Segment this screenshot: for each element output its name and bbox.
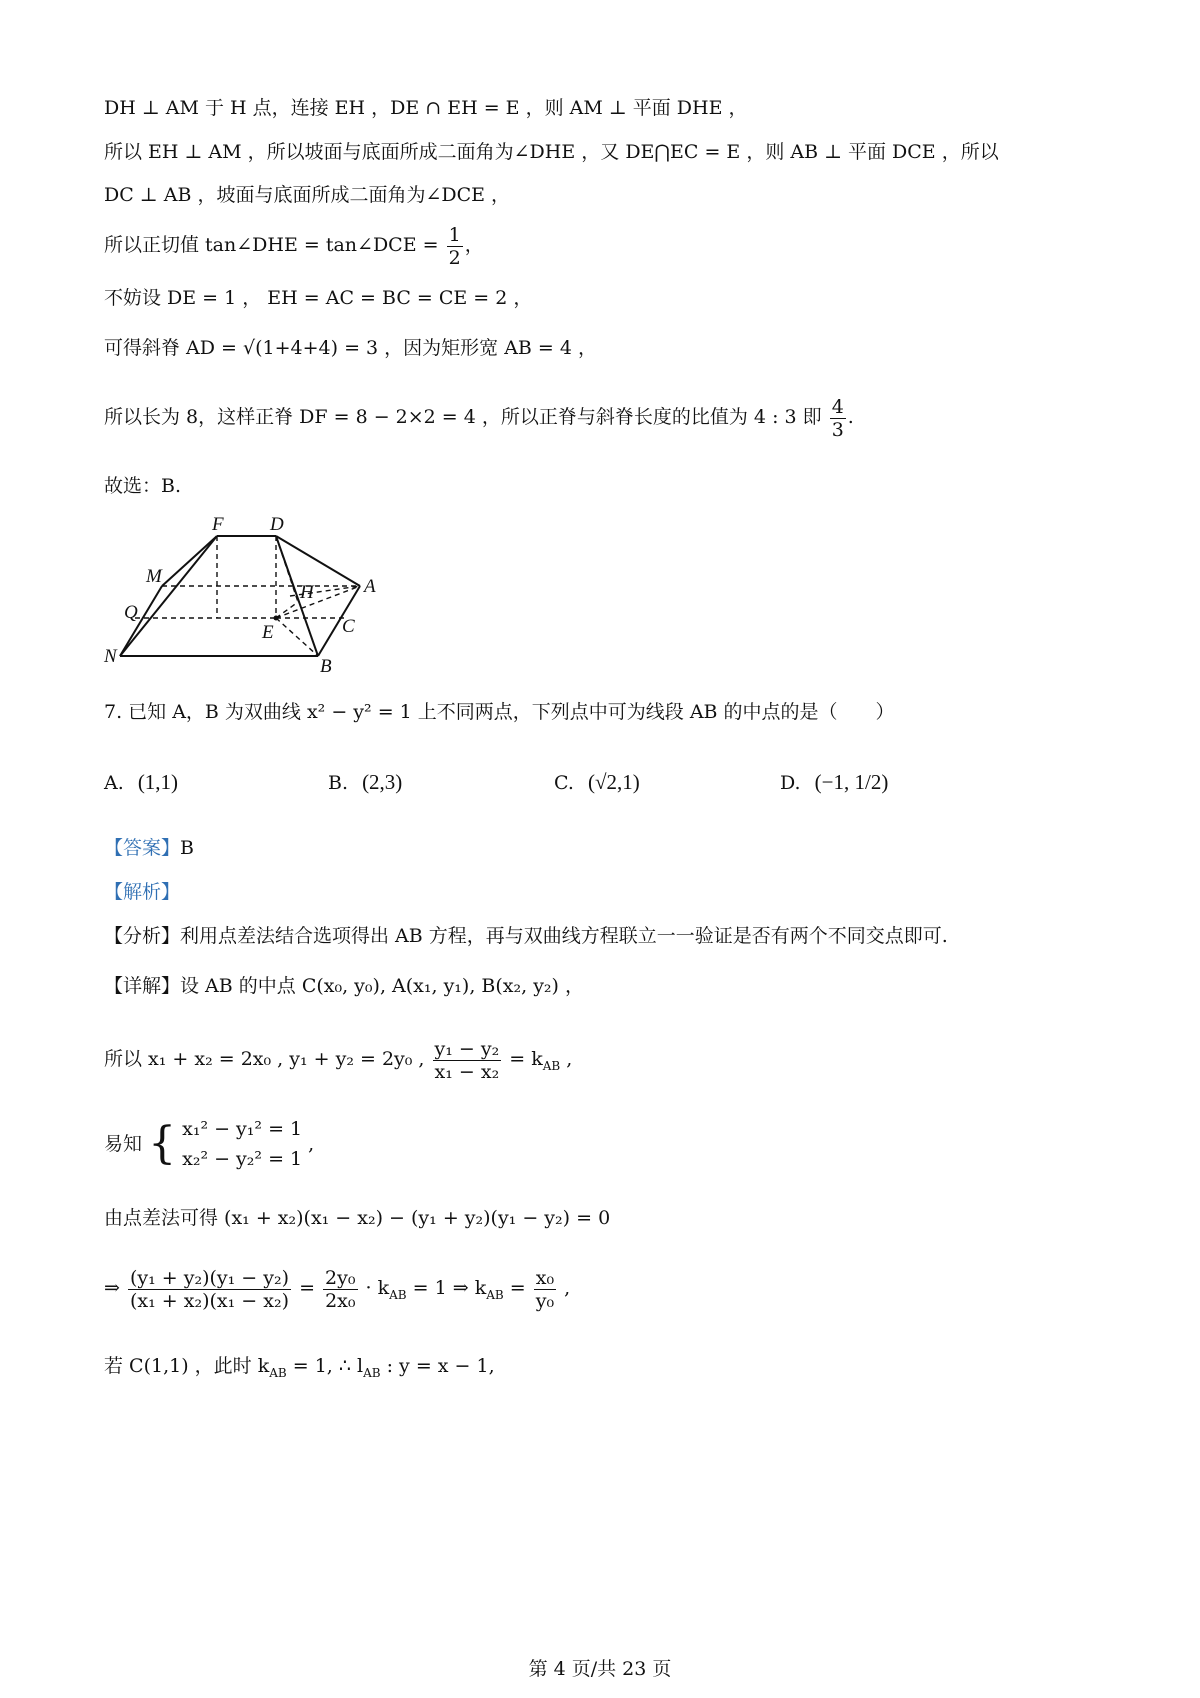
left-brace: {	[148, 1118, 177, 1169]
solution-line-8: 故选：B.	[104, 475, 182, 497]
label-q: Q	[124, 602, 138, 623]
slope-fraction: $\frac{\text{y₁ − y₂}}{\text{x₁ − x₂}}$	[434, 1037, 500, 1083]
label-e: E	[262, 622, 274, 643]
solution-line-4: 所以正切值 tan∠DHE = tan∠DCE = $\frac{1}{2}$ ，	[104, 223, 484, 269]
analysis-heading: 【解析】	[104, 881, 181, 903]
analysis-fenxi: 【分析】利用点差法结合选项得出 AB 方程，再与双曲线方程联立一一验证是否有两个不同交点即可.	[104, 925, 948, 947]
x0-y0-fraction: $\frac{\text{x₀}}{\text{y₀}}$	[535, 1266, 555, 1312]
answer-value: B	[180, 837, 194, 859]
y0-x0-fraction: $\frac{\text{2y₀}}{\text{2x₀}}$	[325, 1266, 356, 1312]
option-b: B. (2,3)	[328, 770, 403, 794]
label-m: M	[146, 566, 162, 587]
step-3: 由点差法可得 (x₁ + x₂)(x₁ − x₂) − (y₁ + y₂)(y₁ − y₂) = 0	[104, 1207, 611, 1229]
answer-line	[104, 836, 194, 860]
step-4: ⇒ $\frac{\text{(y₁ + y₂)(y₁ − y₂)}}{\text{(x₁ + x₂)(x₁ − x₂)}}$ = $\frac{\text{2y₀}}{\text{2x₀}}$ · $k_{AB} = 1$ ⇒ $k_{AB}$ = $\frac{\text{x₀}}{\text{y₀}}$ ,	[104, 1266, 571, 1312]
solution-line-7: 所以长为 8，这样正脊 DF = 8 − 2×2 = 4 ，所以正脊与斜脊长度的比值为 4 : 3 即 $\frac{4}{3}$ .	[104, 395, 854, 441]
solution-line-3: DC ⊥ AB ，坡面与底面所成二面角为∠DCE ，	[104, 184, 511, 206]
label-f: F	[212, 514, 224, 535]
tan-equation: 所以正切值 tan∠DHE = tan∠DCE =	[104, 234, 439, 256]
question-7-stem: 7. 已知 A，B 为双曲线 x² − y² = 1 上不同两点，下列点中可为线段 AB 的中点的是（ ）	[104, 701, 895, 723]
label-a: A	[364, 576, 376, 597]
solution-line-1: DH ⊥ AM 于 H 点，连接 EH ，DE ∩ EH = E ，则 AM ⊥ 平面 DHE ，	[104, 97, 748, 119]
option-d: D. (−1, 1/2)	[780, 770, 889, 794]
step-5: 若 C(1,1) ，此时 $k_{AB} = 1$, ∴ $l_{AB}$ : y = x − 1,	[104, 1355, 495, 1380]
fraction-four-thirds: $\frac{4}{3}$	[831, 395, 844, 441]
solution-line-2: 所以 EH ⊥ AM ，所以坡面与底面所成二面角为∠DHE ，又 DE⋂EC = E ，则 AB ⊥ 平面 DCE ，所以	[104, 141, 999, 163]
option-c: C. (√2,1)	[554, 770, 640, 794]
label-n: N	[104, 646, 117, 667]
step-1: 所以 x₁ + x₂ = 2x₀ , y₁ + y₂ = 2y₀ , $\frac{\text{y₁ − y₂}}{\text{x₁ − x₂}}$ = $k_{AB}$ ,	[104, 1037, 573, 1083]
analysis-xiangjie: 【详解】设 AB 的中点 C(x₀, y₀), A(x₁, y₁), B(x₂, y₂) ，	[104, 975, 584, 997]
fraction-one-half: $\frac{1}{2}$	[448, 223, 461, 269]
option-a: A. (1,1)	[104, 770, 179, 794]
label-b: B	[320, 656, 332, 675]
label-d: D	[270, 514, 284, 535]
step-2-system: 易知 { x₁² − y₁² = 1 x₂² − y₂² = 1 ,	[104, 1114, 314, 1174]
label-c: C	[342, 616, 355, 637]
product-fraction: $\frac{\text{(y₁ + y₂)(y₁ − y₂)}}{\text{(x₁ + x₂)(x₁ − x₂)}}$	[129, 1266, 290, 1312]
page-footer: 第 4 页/共 23 页	[528, 1658, 672, 1680]
label-h: H	[300, 582, 314, 603]
answer-tag: 【答案】	[104, 837, 181, 859]
solution-line-6: 可得斜脊 AD = √(1+4+4) = 3 ，因为矩形宽 AB = 4 ，	[104, 337, 598, 359]
equation-system: x₁² − y₁² = 1 x₂² − y₂² = 1	[182, 1118, 303, 1170]
solution-line-5: 不妨设 DE = 1 ， EH = AC = BC = CE = 2 ，	[104, 287, 533, 309]
roof-geometry-figure	[90, 510, 400, 675]
